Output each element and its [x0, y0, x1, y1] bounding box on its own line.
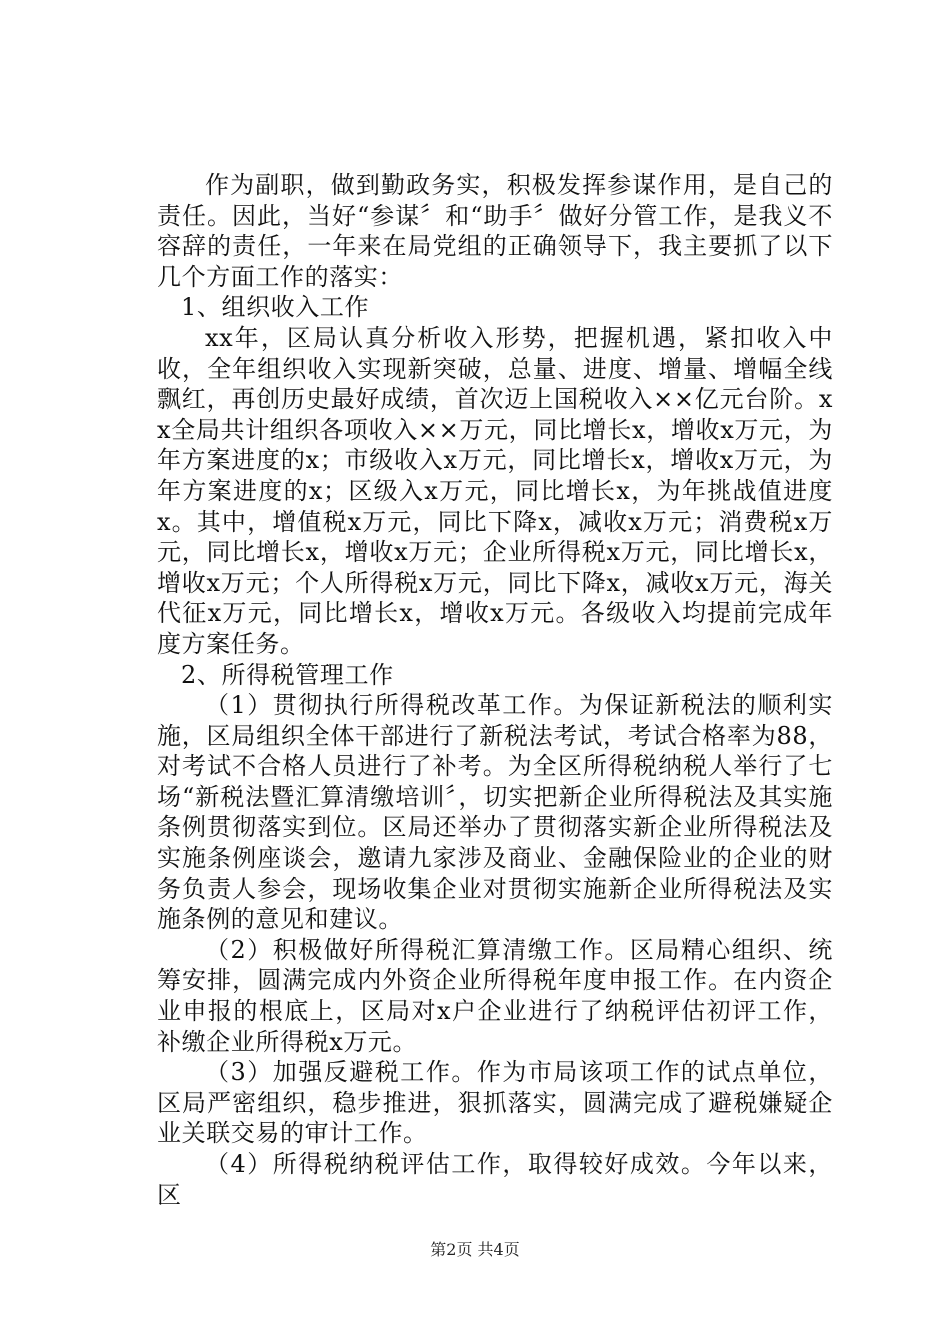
heading-income-tax-management: 2、所得税管理工作 — [181, 660, 394, 689]
heading-revenue-work: 1、组织收入工作 — [181, 293, 370, 322]
paragraph-tax-assessment: （4）所得税纳税评估工作，取得较好成效。今年以来，区 — [157, 1150, 833, 1209]
paragraph-settlement: （2）积极做好所得税汇算清缴工作。区局精心组织、统筹安排，圆满完成内外资企业所得税年度申报工作。在内资企业申报的根底上，区局对x户企业进行了纳税评估初评工作，补缴企业所得税x万元。 — [157, 935, 833, 1056]
paragraph-anti-avoidance: （3）加强反避税工作。作为市局该项工作的试点单位，区局严密组织，稳步推进，狠抓落实，圆满完成了避税嫌疑企业关联交易的审计工作。 — [157, 1058, 833, 1148]
paragraph-tax-reform: （1）贯彻执行所得税改革工作。为保证新税法的顺利实施，区局组织全体干部进行了新税法考试，考试合格率为88，对考试不合格人员进行了补考。为全区所得税纳税人举行了七场“新税法暨汇算清缴培训〞，切实把新企业所得税法及其实施条例贯彻落实到位。区局还举办了贯彻落实新企业所得税法及实施条例座谈会，邀请九家涉及商业、金融保险业的企业的财务负责人参会，现场收集企业对贯彻实施新企业所得税法及实施条例的意见和建议。 — [157, 691, 833, 934]
document-body — [157, 170, 833, 1210]
page-footer: 第2页 共4页 — [430, 1240, 520, 1259]
paragraph-intro: 作为副职，做到勤政务实，积极发挥参谋作用，是自己的责任。因此，当好“参谋〞和“助手〞做好分管工作，是我义不容辞的责任，一年来在局党组的正确领导下，我主要抓了以下几个方面工作的落实： — [157, 171, 833, 291]
paragraph-revenue-details: xx年，区局认真分析收入形势，把握机遇，紧扣收入中收，全年组织收入实现新突破，总量、进度、增量、增幅全线飘红，再创历史最好成绩，首次迈上国税收入××亿元台阶。xx全局共计组织各项收入××万元，同比增长x，增收x万元，为年方案进度的x；市级收入x万元，同比增长x，增收x万元，为年方案进度的x；区级入x万元，同比增长x，为年挑战值进度x。其中，增值税x万元，同比下降x，减收x万元；消费税x万元，同比增长x，增收x万元；企业所得税x万元，同比增长x，增收x万元；个人所得税x万元，同比下降x，减收x万元，海关代征x万元，同比增长x，增收x万元。各级收入均提前完成年度方案任务。 — [157, 323, 833, 658]
